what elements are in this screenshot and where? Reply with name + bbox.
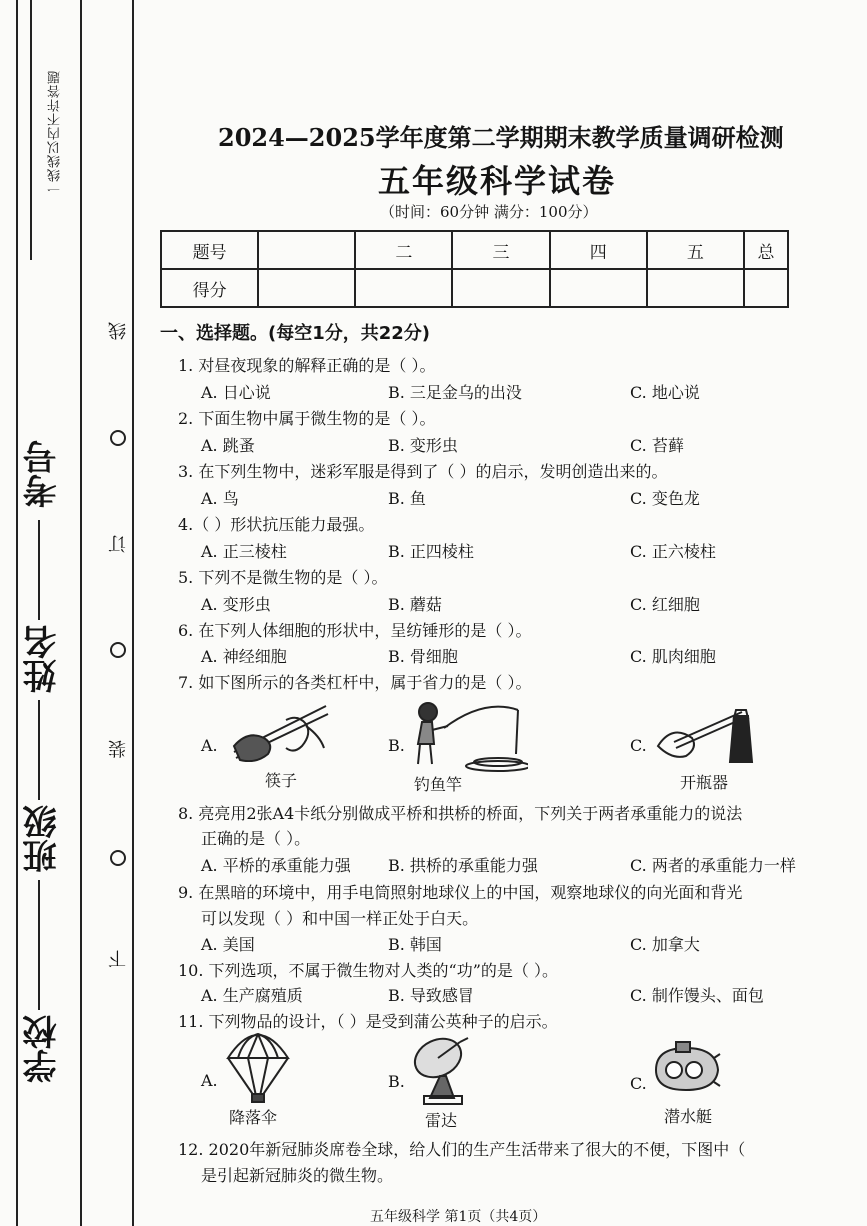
question-stem: 5. 下列不是微生物的是（ ）。 xyxy=(178,568,388,587)
option-c[interactable]: C. 苔藓 xyxy=(630,436,684,455)
option-a[interactable]: A. 神经细胞 xyxy=(201,647,287,666)
binding-word-xian: 线 xyxy=(108,322,129,340)
question-stem: 11. 下列物品的设计，（ ）是受到蒲公英种子的启示。 xyxy=(178,1012,558,1031)
option-a[interactable]: A. xyxy=(201,1071,218,1090)
option-c[interactable]: C. 正六棱柱 xyxy=(630,542,716,561)
field-exam-number: 考号 xyxy=(23,440,63,508)
option-b[interactable]: B. 蘑菇 xyxy=(388,595,442,614)
binding-circle xyxy=(110,850,126,866)
class-line xyxy=(38,880,40,1010)
option-c[interactable]: C. xyxy=(630,736,647,755)
option-a[interactable]: A. 鸟 xyxy=(201,489,239,508)
page-footer: 五年级科学 第1页（共4页） xyxy=(370,1209,547,1225)
score-input-cell[interactable] xyxy=(258,269,355,307)
score-input-cell[interactable] xyxy=(550,269,647,307)
option-c[interactable]: C. 制作馒头、面包 xyxy=(630,986,764,1005)
binding-word-xia: 下 xyxy=(108,950,129,968)
score-input-cell[interactable] xyxy=(355,269,452,307)
option-c[interactable]: C. 红细胞 xyxy=(630,595,700,614)
option-b[interactable]: B. 变形虫 xyxy=(388,436,458,455)
option-b[interactable]: B. 导致感冒 xyxy=(388,986,474,1005)
margin-line-binding xyxy=(132,0,134,1226)
section-heading: 一、选择题。(每空1分，共22分) xyxy=(160,323,431,344)
option-b[interactable]: B. 韩国 xyxy=(388,935,442,954)
fishing-rod-figure xyxy=(408,698,528,774)
option-b[interactable]: B. 骨细胞 xyxy=(388,647,458,666)
question-stem: 10. 下列选项，不属于微生物对人类的“功”的是（ ）。 xyxy=(178,961,558,980)
option-b[interactable]: B. xyxy=(388,736,405,755)
score-cell: 总 xyxy=(744,231,788,269)
option-c[interactable]: C. 肌肉细胞 xyxy=(630,647,716,666)
option-b[interactable]: B. 三足金乌的出没 xyxy=(388,383,522,402)
score-table-score-row xyxy=(161,269,788,307)
option-b[interactable]: B. xyxy=(388,1072,405,1091)
option-a[interactable]: A. xyxy=(201,736,218,755)
figure-caption: 雷达 xyxy=(425,1111,458,1130)
question-stem: 3. 在下列生物中，迷彩军服是得到了（ ）的启示，发明创造出来的。 xyxy=(178,462,668,481)
score-input-cell[interactable] xyxy=(452,269,549,307)
score-cell xyxy=(258,231,355,269)
submarine-figure xyxy=(652,1040,722,1094)
score-table xyxy=(160,230,789,308)
option-a[interactable]: A. 日心说 xyxy=(201,383,271,402)
score-cell: 五 xyxy=(647,231,744,269)
binding-word-zhuang: 装 xyxy=(108,740,129,758)
exam-subject-title: 五年级科学试卷 xyxy=(378,162,617,200)
margin-line-notice xyxy=(30,0,32,260)
figure-caption: 筷子 xyxy=(265,771,298,790)
score-table-header-row xyxy=(161,231,788,269)
score-cell: 得分 xyxy=(161,269,258,307)
exam-title: 2024—2025学年度第二学期期末教学质量调研检测 xyxy=(218,123,784,152)
option-a[interactable]: A. 正三棱柱 xyxy=(201,542,287,561)
question-stem: 9. 在黑暗的环境中，用手电筒照射地球仪上的中国，观察地球仪的向光面和背光 xyxy=(178,883,743,902)
option-c[interactable]: C. 两者的承重能力一样 xyxy=(630,856,796,875)
score-cell: 三 xyxy=(452,231,549,269)
question-stem-cont: 可以发现（ ）和中国一样正处于白天。 xyxy=(201,909,479,928)
binding-circle xyxy=(110,642,126,658)
figure-caption: 开瓶器 xyxy=(680,773,729,792)
binding-word-ding: 订 xyxy=(108,535,129,553)
name-line xyxy=(38,700,40,800)
chopsticks-figure xyxy=(228,700,332,762)
option-b[interactable]: B. 拱桥的承重能力强 xyxy=(388,856,538,875)
question-stem-cont: 是引起新冠肺炎的微生物。 xyxy=(201,1166,394,1185)
field-school: 学校 xyxy=(23,1015,63,1083)
field-name: 姓名 xyxy=(23,625,63,693)
option-c[interactable]: C. 地心说 xyxy=(630,383,700,402)
figure-caption: 钓鱼竿 xyxy=(414,775,463,794)
option-b[interactable]: B. 鱼 xyxy=(388,489,426,508)
question-stem-cont: 正确的是（ ）。 xyxy=(201,829,311,848)
question-stem: 4.（ ）形状抗压能力最强。 xyxy=(178,515,375,534)
exam-number-line xyxy=(38,520,40,620)
field-class: 班级 xyxy=(23,805,63,873)
binding-circle xyxy=(110,430,126,446)
question-stem: 12. 2020年新冠肺炎席卷全球，给人们的生产生活带来了很大的不便，下图中（ xyxy=(178,1140,746,1159)
radar-figure xyxy=(410,1034,480,1106)
figure-caption: 降落伞 xyxy=(229,1108,278,1127)
exam-time-score: （时间：60分钟 满分：100分） xyxy=(380,203,598,221)
score-cell: 二 xyxy=(355,231,452,269)
option-b[interactable]: B. 正四棱柱 xyxy=(388,542,474,561)
no-answer-notice: 一线线以内不许答题 xyxy=(48,70,63,196)
option-a[interactable]: A. 生产腐殖质 xyxy=(201,986,303,1005)
score-input-cell[interactable] xyxy=(744,269,788,307)
score-cell: 四 xyxy=(550,231,647,269)
option-c[interactable]: C. 加拿大 xyxy=(630,935,700,954)
option-a[interactable]: A. 平桥的承重能力强 xyxy=(201,856,351,875)
score-cell: 题号 xyxy=(161,231,258,269)
question-stem: 6. 在下列人体细胞的形状中，呈纺锤形的是（ ）。 xyxy=(178,621,532,640)
option-a[interactable]: A. 变形虫 xyxy=(201,595,271,614)
option-a[interactable]: A. 美国 xyxy=(201,935,255,954)
question-stem: 8. 亮亮用2张A4卡纸分别做成平桥和拱桥的桥面，下列关于两者承重能力的说法 xyxy=(178,804,743,823)
question-stem: 7. 如下图所示的各类杠杆中，属于省力的是（ ）。 xyxy=(178,673,532,692)
bottle-opener-figure xyxy=(654,702,758,764)
score-input-cell[interactable] xyxy=(647,269,744,307)
question-stem: 2. 下面生物中属于微生物的是（ ）。 xyxy=(178,409,436,428)
option-c[interactable]: C. xyxy=(630,1074,647,1093)
margin-line-mid xyxy=(80,0,82,1226)
question-stem: 1. 对昼夜现象的解释正确的是（ ）。 xyxy=(178,356,436,375)
parachute-figure xyxy=(226,1032,290,1104)
option-a[interactable]: A. 跳蚤 xyxy=(201,436,255,455)
option-c[interactable]: C. 变色龙 xyxy=(630,489,700,508)
figure-caption: 潜水艇 xyxy=(664,1107,713,1126)
